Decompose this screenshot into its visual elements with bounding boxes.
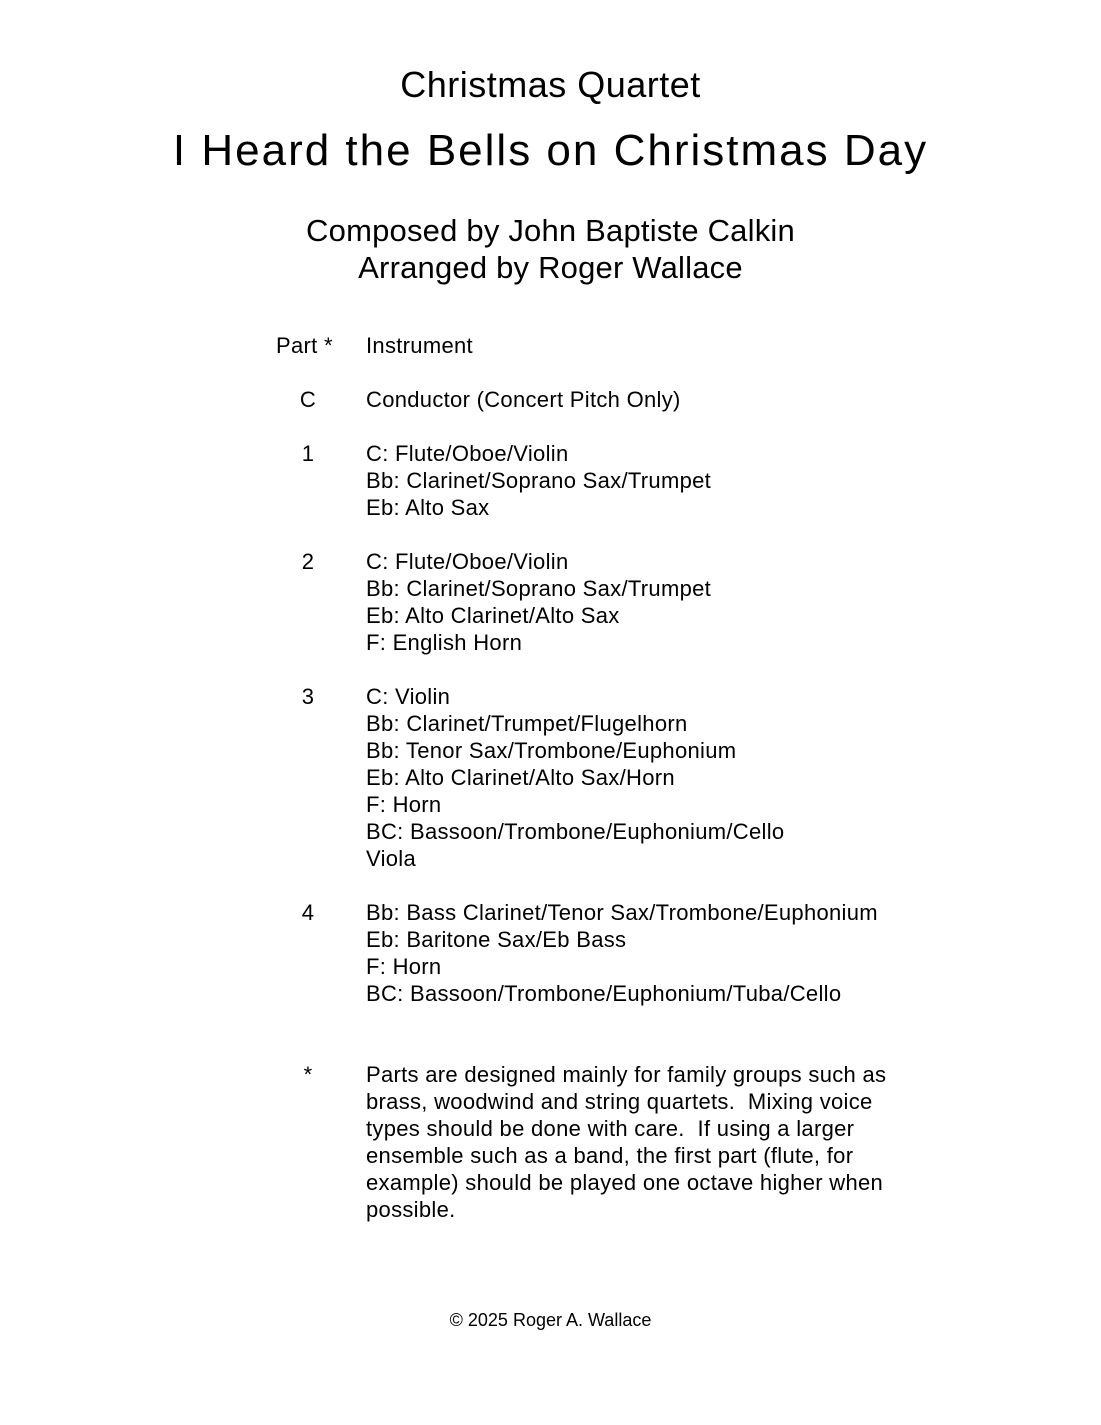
- footnote-line: brass, woodwind and string quartets. Mixing voice: [366, 1089, 873, 1114]
- instrument-list: [356, 683, 784, 872]
- column-header-instrument: Instrument: [366, 333, 473, 358]
- instrument-line: Eb: Alto Clarinet/Alto Sax/Horn: [366, 765, 675, 790]
- part-row-1: [260, 440, 886, 521]
- part-label: 4: [301, 900, 315, 925]
- credits-block: [0, 212, 1101, 286]
- part-label: 3: [301, 684, 315, 709]
- instrument-line: Bb: Clarinet/Trumpet/Flugelhorn: [366, 711, 688, 736]
- parts-table: [260, 332, 886, 1223]
- instrument-line: F: Horn: [366, 954, 442, 979]
- footnote-marker: *: [303, 1062, 313, 1087]
- part-row-conductor: [260, 386, 886, 413]
- footnote-line: example) should be played one octave higher when: [366, 1170, 884, 1195]
- parts-table-header: [260, 332, 886, 359]
- footnote-line: Parts are designed mainly for family groups such as: [366, 1062, 887, 1087]
- instrument-line: Bb: Clarinet/Soprano Sax/Trumpet: [366, 576, 712, 601]
- composer-credit: Composed by John Baptiste Calkin: [306, 213, 795, 248]
- instrument-line: BC: Bassoon/Trombone/Euphonium/Cello: [366, 819, 785, 844]
- column-header-part: Part *: [276, 333, 333, 358]
- part-row-3: [260, 683, 886, 872]
- footnote-line: ensemble such as a band, the first part (flute, for: [366, 1143, 854, 1168]
- footnote-text: [356, 1061, 886, 1223]
- instrument-line: Bb: Bass Clarinet/Tenor Sax/Trombone/Euphonium: [366, 900, 878, 925]
- instrument-line: F: Horn: [366, 792, 442, 817]
- part-row-2: [260, 548, 886, 656]
- instrument-line: BC: Bassoon/Trombone/Euphonium/Tuba/Cello: [366, 981, 842, 1006]
- collection-subtitle: Christmas Quartet: [400, 64, 701, 105]
- instrument-line: Eb: Alto Clarinet/Alto Sax: [366, 603, 620, 628]
- footnote-line: possible.: [366, 1197, 456, 1222]
- part-label: 1: [301, 441, 315, 466]
- part-row-4: [260, 899, 886, 1007]
- instrument-line: Bb: Tenor Sax/Trombone/Euphonium: [366, 738, 737, 763]
- instrument-list: [356, 548, 711, 656]
- instrument-line: Eb: Alto Sax: [366, 495, 490, 520]
- instrument-list: [356, 899, 878, 1007]
- piece-title: I Heard the Bells on Christmas Day: [172, 126, 929, 175]
- instrument-line: Eb: Baritone Sax/Eb Bass: [366, 927, 627, 952]
- instrument-list: [356, 440, 711, 521]
- part-label: C: [299, 387, 317, 412]
- instrument-line: Bb: Clarinet/Soprano Sax/Trumpet: [366, 468, 712, 493]
- footnote-line: types should be done with care. If using a larger: [366, 1116, 855, 1141]
- instrument-line: F: English Horn: [366, 630, 523, 655]
- instrument-line: Viola: [366, 846, 417, 871]
- arranger-credit: Arranged by Roger Wallace: [358, 250, 743, 285]
- parts-footnote: [260, 1061, 886, 1223]
- instrument-line: Conductor (Concert Pitch Only): [366, 387, 681, 412]
- part-label: 2: [301, 549, 315, 574]
- instrument-line: C: Flute/Oboe/Violin: [366, 441, 569, 466]
- instrument-line: C: Violin: [366, 684, 451, 709]
- copyright-footer: © 2025 Roger A. Wallace: [449, 1310, 652, 1330]
- instrument-list: [356, 386, 681, 413]
- instrument-line: C: Flute/Oboe/Violin: [366, 549, 569, 574]
